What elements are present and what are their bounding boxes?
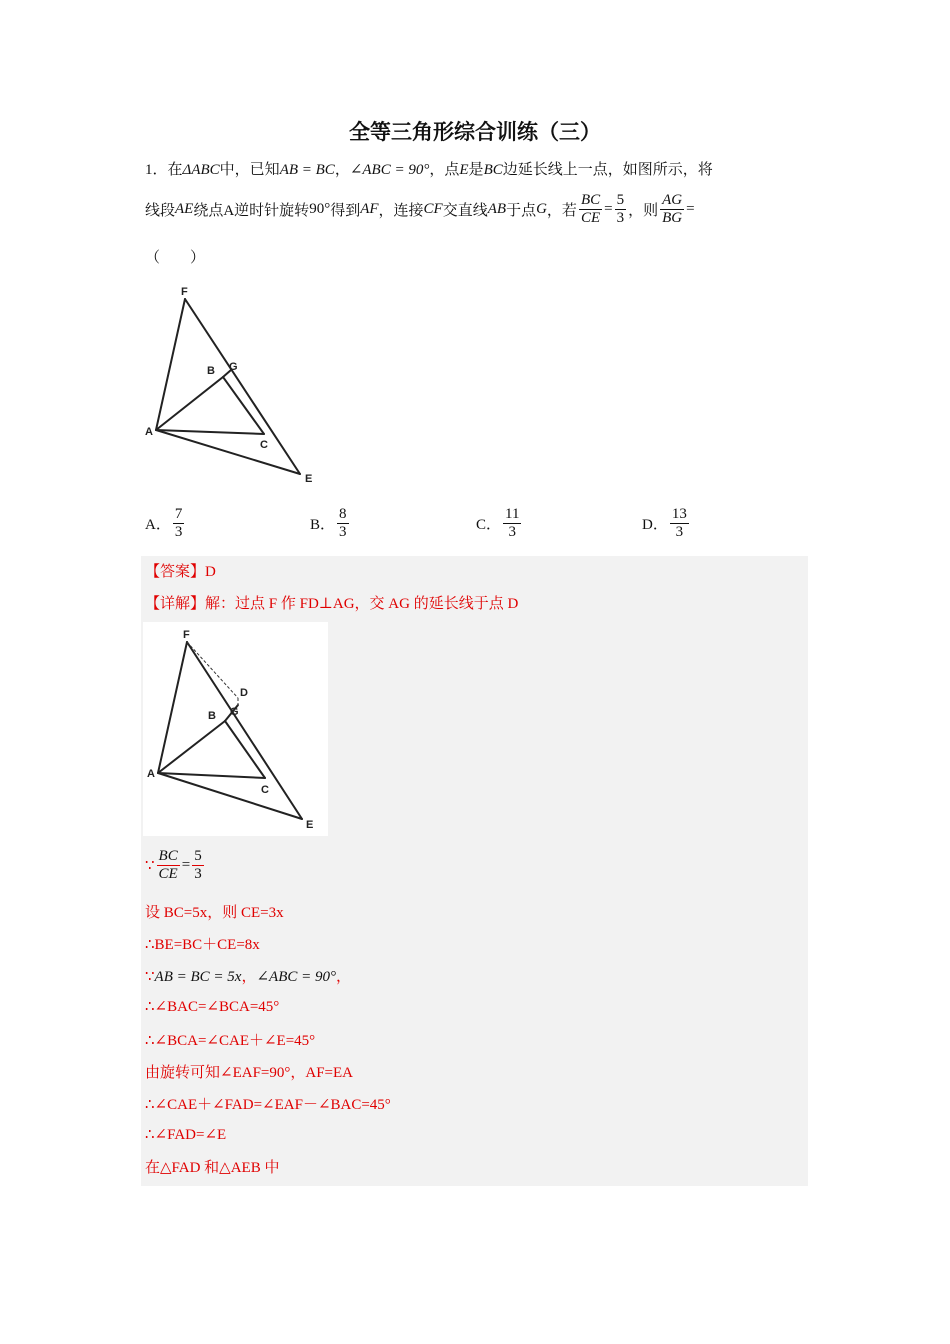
- choice-a[interactable]: A． $\frac{7}{3}$: [145, 506, 183, 541]
- choice-c[interactable]: C． $\frac{11}{3}$: [476, 506, 520, 541]
- step-line-3: ∴BE=BC＋CE=8x: [145, 937, 260, 953]
- solution-figure: [143, 622, 328, 836]
- step-line-5: ∴∠BAC=∠BCA=45°: [145, 999, 280, 1015]
- step-line-4: ∵AB = BC = 5x，∠ABC = 90°，: [145, 969, 352, 985]
- fraction-5-3: $\frac{5}{3}$: [616, 192, 625, 227]
- label-e: E: [306, 819, 314, 831]
- step-line-8: ∴∠CAE＋∠FAD=∠EAF－∠BAC=45°: [145, 1097, 391, 1113]
- label-e: E: [305, 473, 313, 485]
- step-line-6: ∴∠BCA=∠CAE＋∠E=45°: [145, 1033, 316, 1049]
- label-c: C: [260, 439, 268, 451]
- problem-line-2: 线段 AE 绕点A逆时针旋转 90° 得到 AF ，连接 CF 交直线 AB 于点 G ，若 $\frac{BC}{CE}$ = $\frac{5}{3}$ ，则 $\frac{AG}{BG}$ =: [145, 192, 695, 227]
- ratio-line: ∵ $\frac{BC}{CE}$ = $\frac{5}{3}$: [145, 848, 202, 883]
- label-g: G: [230, 706, 239, 718]
- label-f: F: [183, 629, 190, 641]
- label-f: F: [181, 286, 188, 298]
- fraction-ag-bg: $\frac{AG}{BG}$: [662, 192, 683, 227]
- choice-d[interactable]: D． $\frac{13}{3}$: [642, 506, 687, 541]
- choice-b[interactable]: B． $\frac{8}{3}$: [310, 506, 347, 541]
- fraction-bc-ce: $\frac{BC}{CE}$: [580, 192, 601, 227]
- answer-line: 【答案】D: [145, 564, 216, 580]
- step-line-10: 在△FAD 和△AEB 中: [145, 1160, 280, 1176]
- choices: [145, 506, 825, 546]
- step-line-2: 设 BC=5x，则 CE=3x: [145, 905, 284, 921]
- label-b: B: [207, 365, 215, 377]
- answer-paren: （ ）: [145, 250, 206, 266]
- problem-figure: [140, 282, 330, 492]
- label-a: A: [147, 768, 155, 780]
- label-d: D: [240, 687, 248, 699]
- step-line-7: 由旋转可知∠EAF=90°，AF=EA: [145, 1065, 353, 1081]
- step-line-9: ∴∠FAD=∠E: [145, 1127, 227, 1143]
- label-a: A: [145, 426, 153, 438]
- label-g: G: [229, 361, 238, 373]
- detail-line: 【详解】解：过点 F 作 FD⊥AG，交 AG 的延长线于点 D: [145, 596, 519, 612]
- page-title: 全等三角形综合训练（三）: [349, 120, 601, 144]
- solution-panel: [141, 556, 808, 1186]
- problem-line-1: 1．在ΔABC中，已知AB = BC，∠ABC = 90°，点E是BC边延长线上一点，如图所示，将: [145, 162, 713, 178]
- label-c: C: [261, 784, 269, 796]
- label-b: B: [208, 710, 216, 722]
